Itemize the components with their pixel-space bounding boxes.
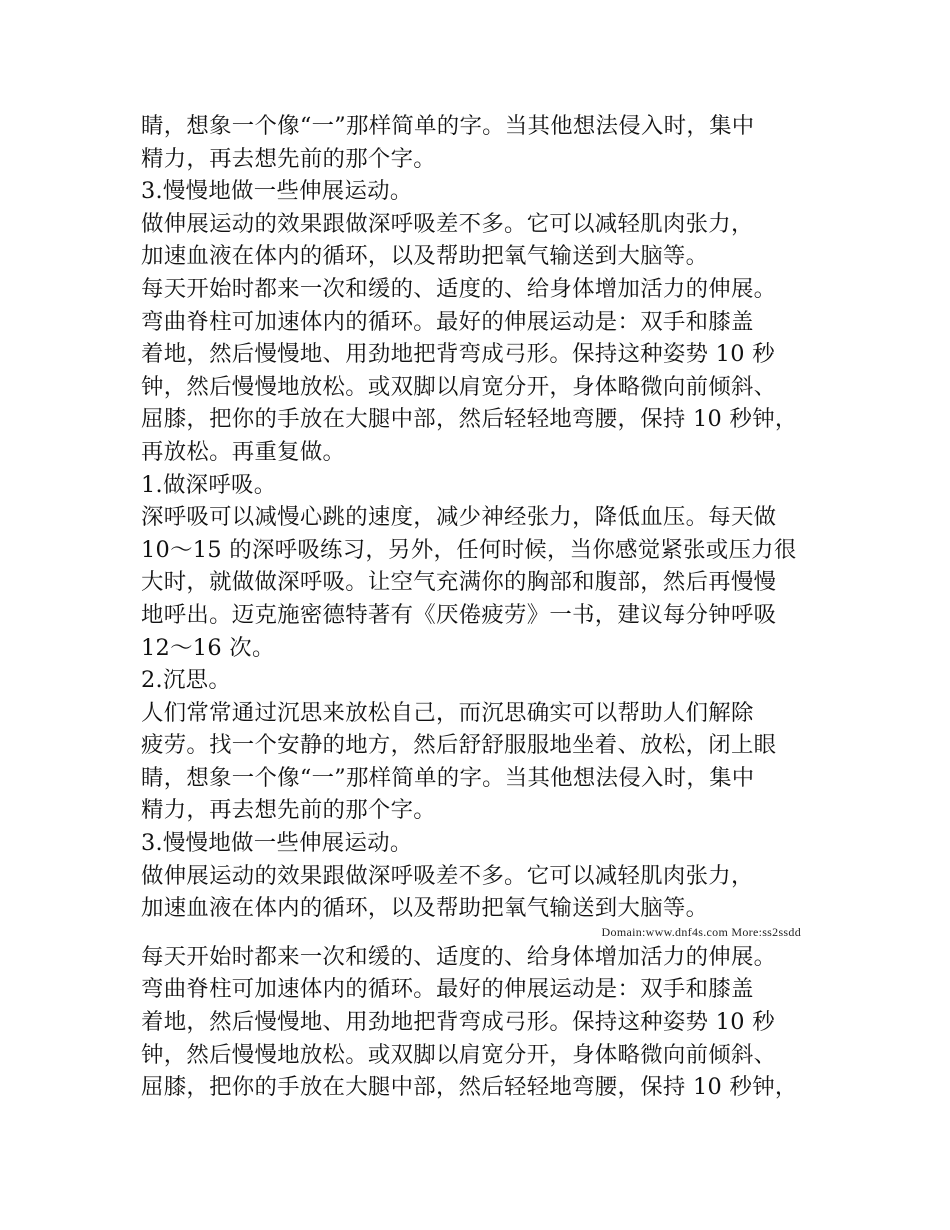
text-line: 大时，就做做深呼吸。让空气充满你的胸部和腹部，然后再慢慢 [141,569,777,596]
text-line: 睛，想象一个像“一”那样简单的字。当其他想法侵入时，集中 [141,764,755,791]
text-line: 疲劳。找一个安静的地方，然后舒舒服服地坐着、放松，闭上眼 [141,732,777,759]
text-line: 每天开始时都来一次和缓的、适度的、给身体增加活力的伸展。 [141,943,777,970]
section-heading: 1.做深呼吸。 [141,471,277,498]
text-line: 加速血液在体内的循环，以及帮助把氧气输送到大脑等。 [141,895,709,922]
section-heading: 3.慢慢地做一些伸展运动。 [141,830,413,857]
section-heading: 2.沉思。 [141,667,232,694]
text-line: 深呼吸可以减慢心跳的速度，减少神经张力，降低血压。每天做 [141,504,777,531]
text-line: 加速血液在体内的循环，以及帮助把氧气输送到大脑等。 [141,243,709,270]
text-line: 再放松。再重复做。 [141,438,346,465]
text-line: 弯曲脊柱可加速体内的循环。最好的伸展运动是：双手和膝盖 [141,976,754,1003]
text-line: 精力，再去想先前的那个字。 [141,145,436,172]
text-line: 屈膝，把你的手放在大腿中部，然后轻轻地弯腰，保持 10 秒钟， [141,1074,798,1101]
text-line: 人们常常通过沉思来放松自己，而沉思确实可以帮助人们解除 [141,699,754,726]
text-line: 做伸展运动的效果跟做深呼吸差不多。它可以减轻肌肉张力， [141,210,754,237]
text-line: 10～15 的深呼吸练习，另外，任何时候，当你感觉紧张或压力很 [141,536,797,563]
text-line: 睛，想象一个像“一”那样简单的字。当其他想法侵入时，集中 [141,113,755,139]
domain-watermark: Domain:www.dnf4s.com More:ss2ssdd [601,924,801,939]
text-line: 弯曲脊柱可加速体内的循环。最好的伸展运动是：双手和膝盖 [141,308,754,335]
text-line: 12～16 次。 [141,634,275,661]
text-line: 着地，然后慢慢地、用劲地把背弯成弓形。保持这种姿势 10 秒 [141,1009,775,1036]
text-line: 钟，然后慢慢地放松。或双脚以肩宽分开，身体略微向前倾斜、 [141,373,777,400]
text-line: 做伸展运动的效果跟做深呼吸差不多。它可以减轻肌肉张力， [141,862,754,889]
text-line: 每天开始时都来一次和缓的、适度的、给身体增加活力的伸展。 [141,275,777,302]
document-body [141,110,813,1104]
text-line: 地呼出。迈克施密德特著有《厌倦疲劳》一书，建议每分钟呼吸 [141,601,777,628]
text-line: 钟，然后慢慢地放松。或双脚以肩宽分开，身体略微向前倾斜、 [141,1041,777,1068]
text-line: 精力，再去想先前的那个字。 [141,797,436,824]
text-line: 屈膝，把你的手放在大腿中部，然后轻轻地弯腰，保持 10 秒钟， [141,406,798,433]
text-line: 着地，然后慢慢地、用劲地把背弯成弓形。保持这种姿势 10 秒 [141,341,775,368]
section-heading: 3.慢慢地做一些伸展运动。 [141,178,413,205]
